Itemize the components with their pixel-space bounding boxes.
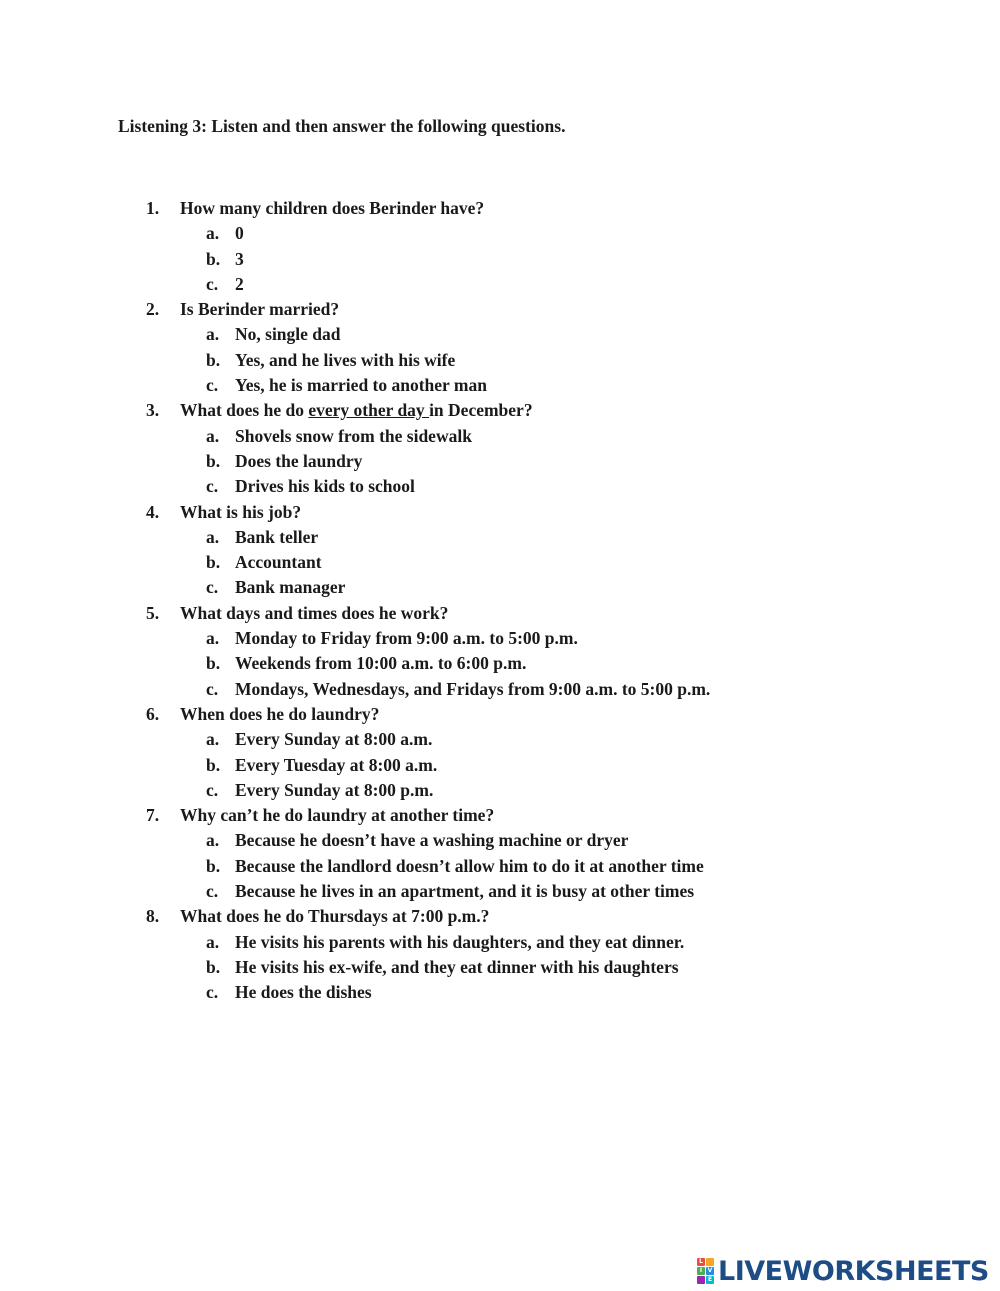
question-text: What is his job? [180, 501, 302, 522]
question-text-start: What does he do [180, 400, 309, 421]
question-number: 8. [146, 906, 160, 927]
option-text: Bank manager [235, 577, 346, 598]
option-text: Because the landlord doesn’t allow him to do it at another time [235, 855, 704, 876]
option-1c[interactable] [0, 274, 1000, 299]
question-2 [0, 299, 1000, 324]
option-4c[interactable] [0, 577, 1000, 602]
liveworksheets-logo [697, 1256, 989, 1286]
option-3c[interactable] [0, 476, 1000, 501]
question-text: Why can’t he do laundry at another time? [180, 805, 495, 826]
option-2b[interactable] [0, 350, 1000, 375]
option-letter: a. [206, 425, 220, 446]
option-letter: b. [206, 754, 221, 775]
question-3 [0, 400, 1000, 425]
option-letter: b. [206, 552, 221, 573]
option-text: No, single dad [235, 324, 341, 345]
option-6c[interactable] [0, 780, 1000, 805]
question-number: 7. [146, 805, 160, 826]
option-5b[interactable] [0, 653, 1000, 678]
option-3b[interactable] [0, 451, 1000, 476]
question-text: What does he do Thursdays at 7:00 p.m.? [180, 906, 490, 927]
question-text: How many children does Berinder have? [180, 198, 485, 218]
option-1a[interactable] [0, 223, 1000, 248]
option-text: Weekends from 10:00 a.m. to 6:00 p.m. [235, 653, 527, 674]
option-text: Bank teller [235, 526, 319, 547]
option-text: Yes, and he lives with his wife [235, 349, 456, 370]
option-text: Every Sunday at 8:00 p.m. [235, 779, 434, 800]
logo-block: E [707, 1276, 713, 1283]
option-text: 2 [235, 273, 244, 294]
underlined-phrase: every other day [308, 400, 430, 421]
question-text [180, 400, 533, 421]
option-1b[interactable] [0, 249, 1000, 274]
option-text: 3 [235, 248, 244, 269]
option-4b[interactable] [0, 552, 1000, 577]
option-letter: b. [206, 450, 221, 471]
option-7a[interactable] [0, 830, 1000, 855]
option-8c[interactable] [0, 982, 1000, 1007]
option-5c[interactable] [0, 679, 1000, 704]
option-letter: b. [206, 956, 221, 977]
option-letter: c. [206, 779, 219, 800]
option-letter: c. [206, 476, 219, 497]
option-2c[interactable] [0, 375, 1000, 400]
option-text: Shovels snow from the sidewalk [235, 425, 472, 446]
option-text: 0 [235, 223, 244, 244]
option-6b[interactable] [0, 755, 1000, 780]
option-text: Drives his kids to school [235, 476, 415, 497]
question-number: 5. [146, 602, 160, 623]
option-letter: a. [206, 729, 220, 750]
option-text: Monday to Friday from 9:00 a.m. to 5:00 p.m. [235, 628, 578, 649]
question-number: 1. [146, 198, 160, 218]
option-7b[interactable] [0, 856, 1000, 881]
option-letter: a. [206, 628, 220, 649]
option-letter: a. [206, 223, 220, 244]
logo-block [706, 1258, 714, 1266]
option-8b[interactable] [0, 957, 1000, 982]
option-2a[interactable] [0, 324, 1000, 349]
question-number: 6. [146, 703, 160, 724]
option-text: Mondays, Wednesdays, and Fridays from 9:00 a.m. to 5:00 p.m. [235, 678, 711, 699]
question-4 [0, 502, 1000, 527]
option-letter: c. [206, 982, 219, 1003]
question-6 [0, 704, 1000, 729]
option-7c[interactable] [0, 881, 1000, 906]
logo-block: I [697, 1267, 705, 1275]
option-letter: b. [206, 248, 221, 269]
option-text: Every Sunday at 8:00 a.m. [235, 729, 433, 750]
option-letter: a. [206, 526, 220, 547]
option-letter: c. [206, 375, 219, 396]
option-text: Every Tuesday at 8:00 a.m. [235, 754, 438, 775]
question-list [0, 198, 1000, 1008]
option-text: Accountant [235, 552, 322, 573]
logo-block [697, 1276, 705, 1284]
question-text: When does he do laundry? [180, 703, 380, 724]
logo-wordmark: LIVEWORKSHEETS [718, 1255, 989, 1287]
option-text: He visits his ex-wife, and they eat dinner with his daughters [235, 956, 679, 977]
option-letter: b. [206, 653, 221, 674]
option-letter: c. [206, 577, 219, 598]
question-text-end: in December? [429, 400, 533, 421]
option-letter: b. [206, 855, 221, 876]
option-letter: a. [206, 830, 220, 851]
question-1 [0, 198, 1000, 223]
logo-block: L [697, 1258, 705, 1266]
option-text: Because he lives in an apartment, and it is busy at other times [235, 881, 695, 902]
option-8a[interactable] [0, 932, 1000, 957]
logo-blocks-icon [697, 1258, 714, 1284]
question-text: Is Berinder married? [180, 299, 340, 320]
question-number: 2. [146, 299, 160, 320]
option-4a[interactable] [0, 527, 1000, 552]
option-letter: a. [206, 931, 220, 952]
option-text: Does the laundry [235, 450, 363, 471]
question-7 [0, 805, 1000, 830]
question-number: 3. [146, 400, 160, 421]
option-6a[interactable] [0, 729, 1000, 754]
question-5 [0, 603, 1000, 628]
option-text: Because he doesn’t have a washing machine or dryer [235, 830, 629, 851]
option-letter: c. [206, 881, 219, 902]
option-letter: a. [206, 324, 220, 345]
option-text: Yes, he is married to another man [235, 375, 487, 396]
question-8 [0, 906, 1000, 931]
option-text: He visits his parents with his daughters, and they eat dinner. [235, 931, 685, 952]
question-text: What days and times does he work? [180, 602, 449, 623]
option-3a[interactable] [0, 426, 1000, 451]
option-letter: c. [206, 273, 219, 294]
logo-block: V [707, 1267, 713, 1274]
option-5a[interactable] [0, 628, 1000, 653]
question-number: 4. [146, 501, 160, 522]
worksheet-title: Listening 3: Listen and then answer the following questions. [118, 116, 566, 136]
option-text: He does the dishes [235, 982, 372, 1003]
option-letter: c. [206, 678, 219, 699]
option-letter: b. [206, 349, 221, 370]
